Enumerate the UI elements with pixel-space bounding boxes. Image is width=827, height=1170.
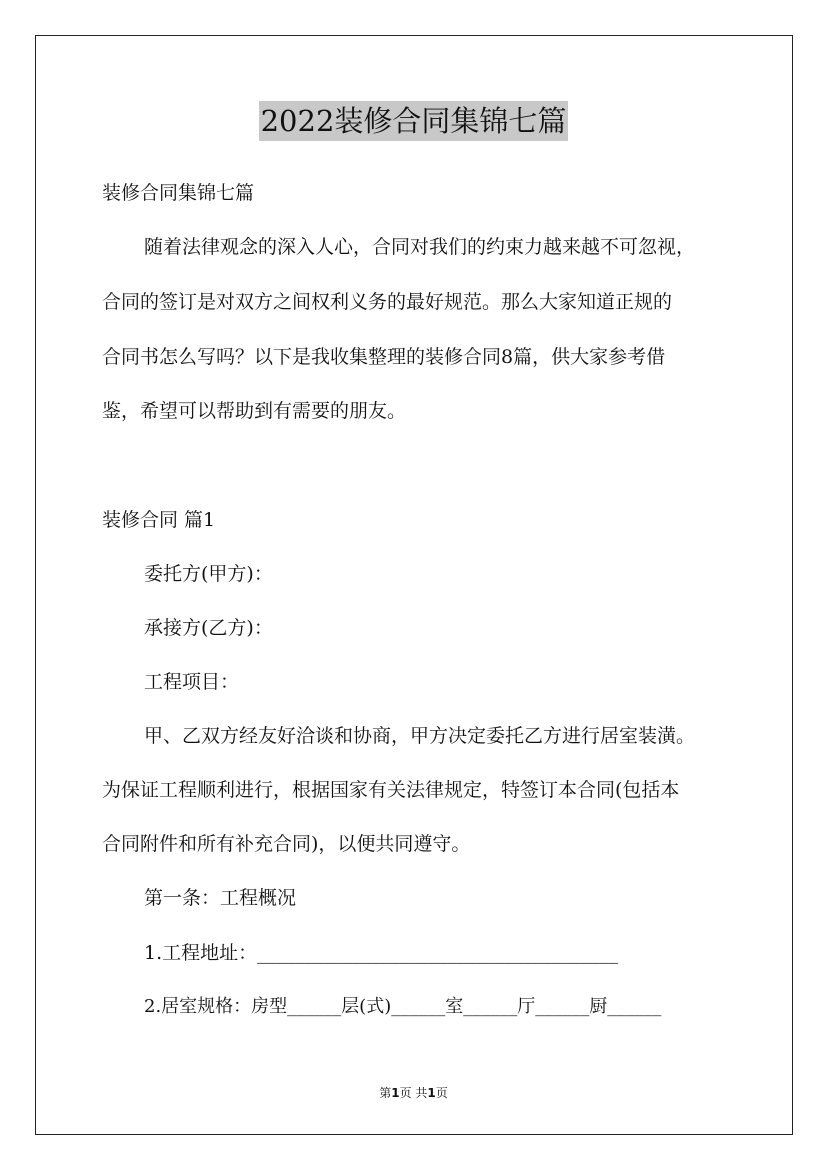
page-footer [0,1084,827,1101]
footer-current-page: 1 [391,1086,400,1100]
subtitle: 装修合同集锦七篇 [102,182,255,204]
article-1-heading: 第一条：工程概况 [144,887,297,909]
body-line-3: 合同附件和所有补充合同)，以便共同遵守。 [102,833,471,855]
body-line-2: 为保证工程顺利进行，根据国家有关法律规定，特签订本合同(包括本 [102,779,680,801]
field-client: 委托方(甲方)： [144,563,273,585]
item-room-spec: 2.居室规格：房型______层(式)______室______厅______厨______ [144,996,662,1017]
intro-line-2: 合同的签订是对双方之间权利义务的最好规范。那么大家知道正规的 [102,291,673,313]
footer-mid: 页 共 [399,1086,428,1100]
document-title-wrap [0,101,827,141]
section-heading: 装修合同 篇1 [102,509,216,531]
footer-prefix: 第 [379,1086,392,1100]
intro-line-3: 合同书怎么写吗？以下是我收集整理的装修合同8篇，供大家参考借 [102,346,666,368]
body-line-1: 甲、乙双方经友好洽谈和协商，甲方决定委托乙方进行居室装潢。 [144,725,696,747]
footer-suffix: 页 [435,1086,448,1100]
field-project: 工程项目： [144,671,240,693]
item-address: 1.工程地址：______________________________________ [144,942,619,964]
intro-line-1: 随着法律观念的深入人心，合同对我们的约束力越来越不可忽视， [144,236,696,258]
footer-total-pages: 1 [427,1086,436,1100]
intro-line-4: 鉴，希望可以帮助到有需要的朋友。 [102,400,407,422]
field-contractor: 承接方(乙方)： [144,617,273,639]
document-title: 2022装修合同集锦七篇 [259,101,569,141]
